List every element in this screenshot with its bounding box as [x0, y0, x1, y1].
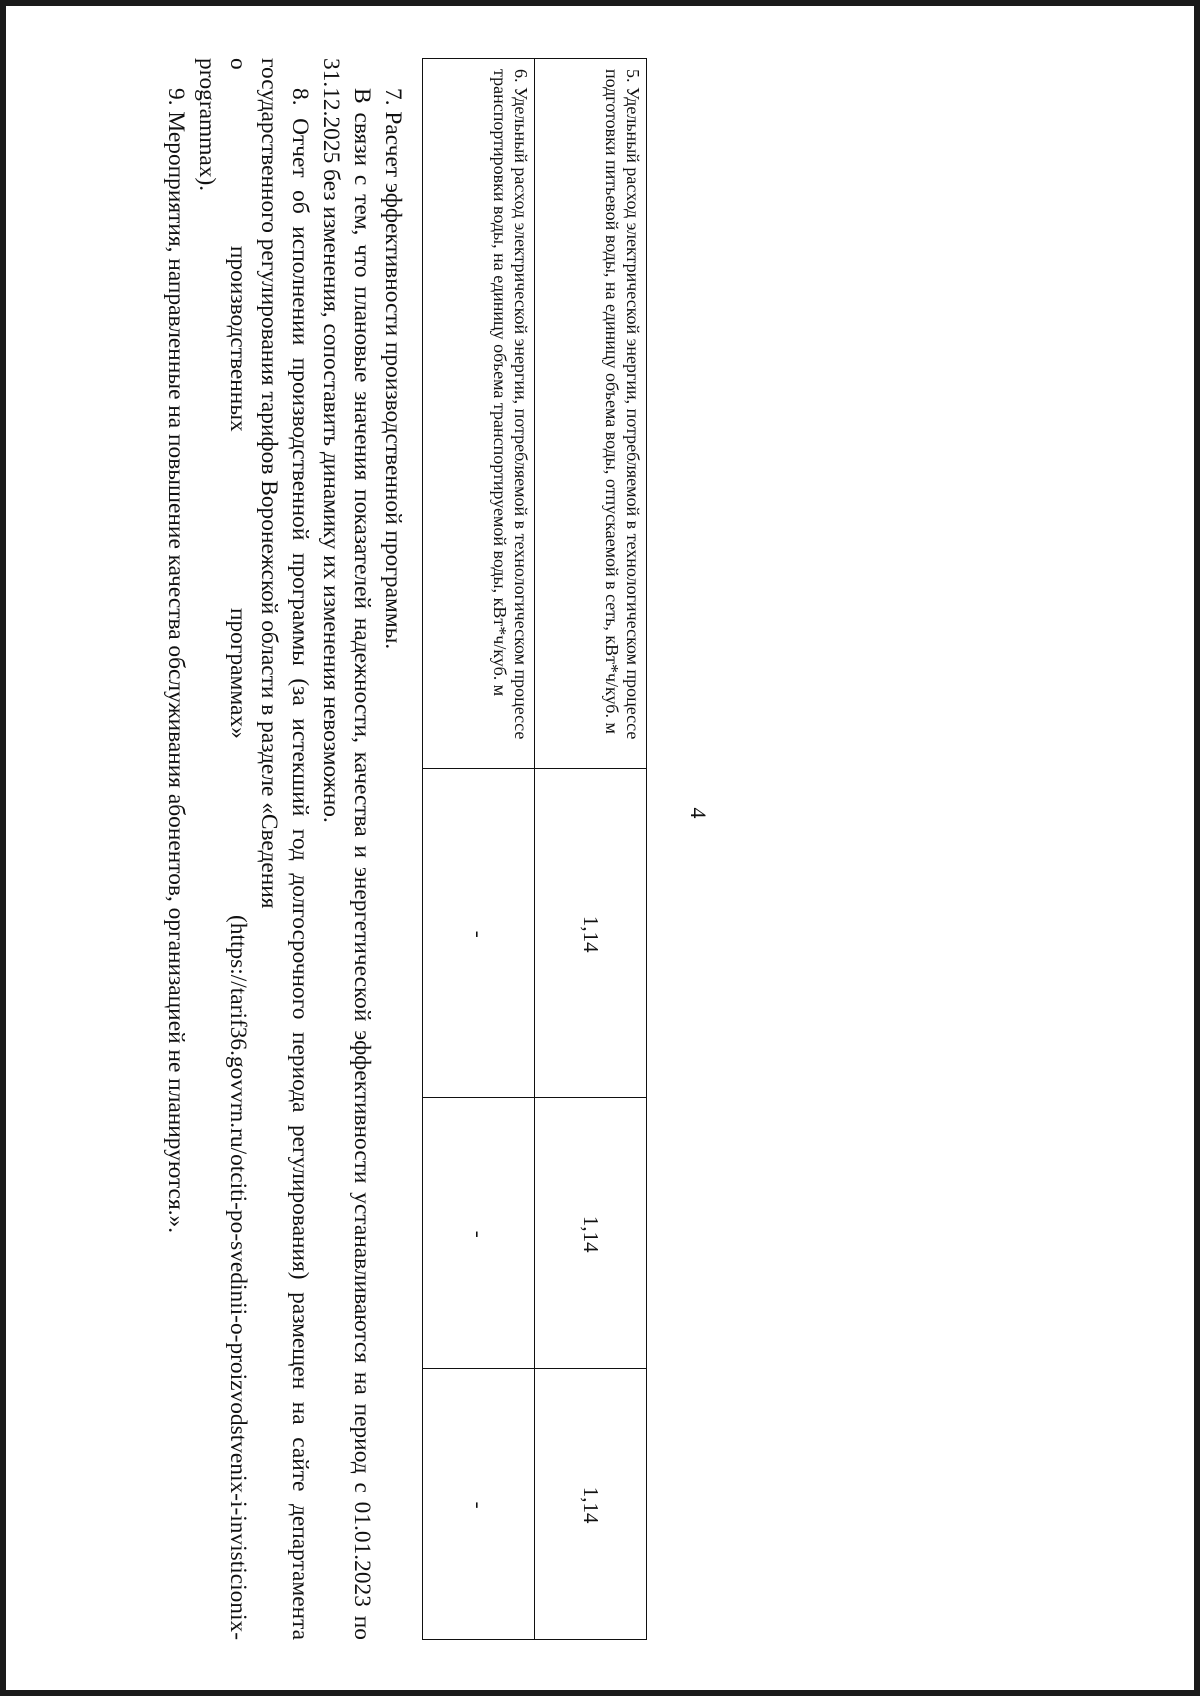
indicators-table: [422, 58, 647, 1640]
paragraph-8-url-line: о производственных программах» (https://tarif36.govvrn.ru/otciti-po-svedinii-o-proizvodstvenix-i-invisticionix-: [225, 58, 251, 1640]
document-body: [160, 58, 408, 1640]
paragraph-7-text: В связи с тем, что плановые значения показателей надежности, качества и энергетической эффективности устанавливаются на период с 01.01.2023 по 31.12.2025 без изменения, сопоставить динамику их изменения невозможно.: [318, 58, 375, 1640]
paragraph-9-text: 9. Мероприятия, направленные на повышение качества обслуживания абонентов, организацией не планируются.».: [163, 88, 189, 1234]
table-row: [535, 59, 647, 1640]
table-row: [423, 59, 535, 1640]
paragraph-8-text: 8. Отчет об исполнении производственной программы (за истекший год долгосрочного периода регулирования) размещен на сайте департамента государственного регулирования тарифов Воронежской области в разделе «Сведения: [256, 58, 313, 1640]
paragraph-7-heading: 7. Расчет эффективности производственной программы.: [380, 88, 406, 650]
table-cell-value: -: [423, 1098, 535, 1369]
table-cell-value: -: [423, 1369, 535, 1640]
table-cell-name: 5. Удельный расход электрической энергии, потребляемой в технологическом процессе подготовки питьевой воды, на единицу объема воды, отпускаемой в сеть, кВт*ч/куб. м: [535, 59, 647, 769]
table-cell-value: -: [423, 769, 535, 1098]
table-cell-value: 1,14: [535, 1098, 647, 1369]
page-number: 4: [686, 807, 711, 819]
table-cell-value: 1,14: [535, 1369, 647, 1640]
rotated-page-content: [0, 58, 711, 1640]
table-cell-value: 1,14: [535, 769, 647, 1098]
paragraph-8-end: programmax).: [194, 58, 220, 192]
table-cell-name: 6. Удельный расход электрической энергии, потребляемой в технологическом процессе транспортировки воды, на единицу объема транспортируемой воды, кВт*ч/куб. м: [423, 59, 535, 769]
